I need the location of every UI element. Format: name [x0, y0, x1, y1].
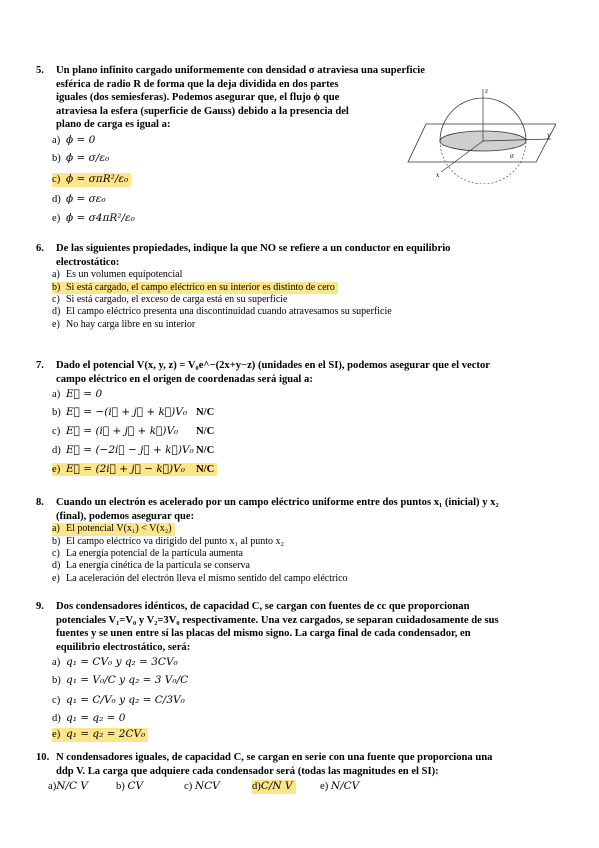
option-a: a)N/C V — [48, 780, 88, 793]
question-number: 8. — [36, 497, 44, 508]
sigma-label: σ — [510, 153, 515, 160]
option-e: e) La aceleración del electrón lleva el mismo sentido del campo eléctrico — [52, 572, 348, 584]
question-text: Dado el potencial V(x, y, z) = V₀e^−(2x+y−z) (unidades en el SI), podemos asegurar que el vector campo eléctrico en el origen de coordenadas será igual a: — [56, 360, 490, 385]
answer-options — [52, 269, 576, 331]
answer-options — [52, 654, 576, 743]
option-b: b) CV — [116, 780, 144, 793]
option-c: c) La energía potencial de la partícula aumenta — [52, 548, 243, 559]
option-d: d) La energía cinética de la partícula se conserva — [52, 560, 250, 572]
option-a: a) Es un volumen equipotencial — [52, 269, 183, 281]
option-a: a) ϕ = 0 — [52, 134, 96, 147]
option-c: c) E⃗ = (i⃗ + j⃗ + k⃗)V₀ N/C — [52, 424, 215, 437]
z-axis-label: z — [485, 88, 489, 95]
question-8 — [36, 496, 576, 585]
question-9 — [36, 600, 576, 743]
option-e: e) No hay carga libre en su interior — [52, 318, 196, 330]
option-d: d) El campo eléctrico presenta una discontinuidad cuando atravesamos su superficie — [52, 306, 392, 318]
y-axis-label: y — [547, 132, 551, 139]
answer-options — [52, 386, 576, 479]
question-10 — [36, 751, 576, 794]
option-b: b) ϕ = σ/ε₀ — [52, 152, 110, 165]
question-text: Cuando un electrón es acelerado por un campo eléctrico uniforme entre dos puntos x₁ (inicial) y x₂ (final), podemos asegurar que: — [56, 497, 499, 522]
option-d: d)C/N V — [252, 780, 320, 794]
option-a: a) El potencial V(x₁) < V(x₂) — [52, 523, 576, 535]
option-b: b) E⃗ = −(i⃗ + j⃗ + k⃗)V₀ N/C — [52, 405, 215, 418]
option-b: b) El campo eléctrico va dirigido del punto x₁ al punto x₂ — [52, 535, 285, 547]
question-text: N condensadores iguales, de capacidad C, se cargan en serie con una fuente que proporciona una ddp V. La carga que adquiere cada condensador será (todas las magnitudes en el SI): — [56, 752, 493, 777]
option-c: c) ϕ = σπR²/ε₀ — [52, 169, 576, 191]
option-c: c) Si está cargado, el exceso de carga está en su superficie — [52, 294, 288, 305]
question-text: Un plano infinito cargado uniformemente con densidad σ atraviesa una superficie esférica de radio R de forma que la deja dividida en dos partes iguales (dos semiesferas). Podemos asegurar que, el flujo ϕ que atraviesa la esfera (superficie de Gauss) debido a la presencia del plano de carga es igual a: — [56, 65, 425, 131]
question-text: Dos condensadores idénticos, de capacidad C, se cargan con fuentes de cc que proporcionan potenciales V₁=V₀ y V₂=3V₀ respectivamente. Una vez cargados, se separan cuidadosamente de sus fuentes y se unen entre sí las placas del mismo signo. La carga final de cada condensador, en equilibrio electrostático, será: — [56, 601, 499, 653]
option-a: a) q₁ = CV₀ y q₂ = 3CV₀ — [52, 655, 178, 668]
question-number: 10. — [36, 752, 50, 763]
option-e: e) N/CV — [320, 780, 360, 793]
answer-options — [48, 780, 576, 794]
question-6 — [36, 242, 576, 331]
question-number: 7. — [36, 360, 44, 371]
x-axis-label: x — [436, 172, 440, 179]
question-7 — [36, 359, 576, 479]
option-b: b) q₁ = V₀/C y q₂ = 3 V₀/C — [52, 673, 189, 686]
sphere-plane-figure — [406, 84, 556, 184]
question-text: De las siguientes propiedades, indique la que NO se refiere a un conductor en equilibrio electrostático: — [56, 243, 451, 268]
option-d: d) E⃗ = (−2i⃗ − j⃗ + k⃗)V₀ N/C — [52, 443, 215, 456]
question-number: 6. — [36, 243, 44, 254]
option-e: e) E⃗ = (2i⃗ + j⃗ − k⃗)V₀ N/C — [52, 460, 576, 479]
option-b: b) Si está cargado, el campo eléctrico en su interior es distinto de cero — [52, 282, 576, 294]
option-d: d) ϕ = σε₀ — [52, 193, 106, 206]
option-c: c) NCV — [184, 780, 220, 793]
option-c: c) q₁ = C/V₀ y q₂ = C/3V₀ — [52, 693, 185, 706]
option-e: e) ϕ = σ4πR²/ε₀ — [52, 212, 135, 225]
option-d: d) q₁ = q₂ = 0 — [52, 711, 126, 724]
question-number: 9. — [36, 601, 44, 612]
option-a: a) E⃗ = 0 — [52, 387, 103, 400]
answer-options — [52, 523, 576, 585]
question-number: 5. — [36, 65, 44, 76]
option-e: e) q₁ = q₂ = 2CV₀ — [52, 726, 576, 743]
